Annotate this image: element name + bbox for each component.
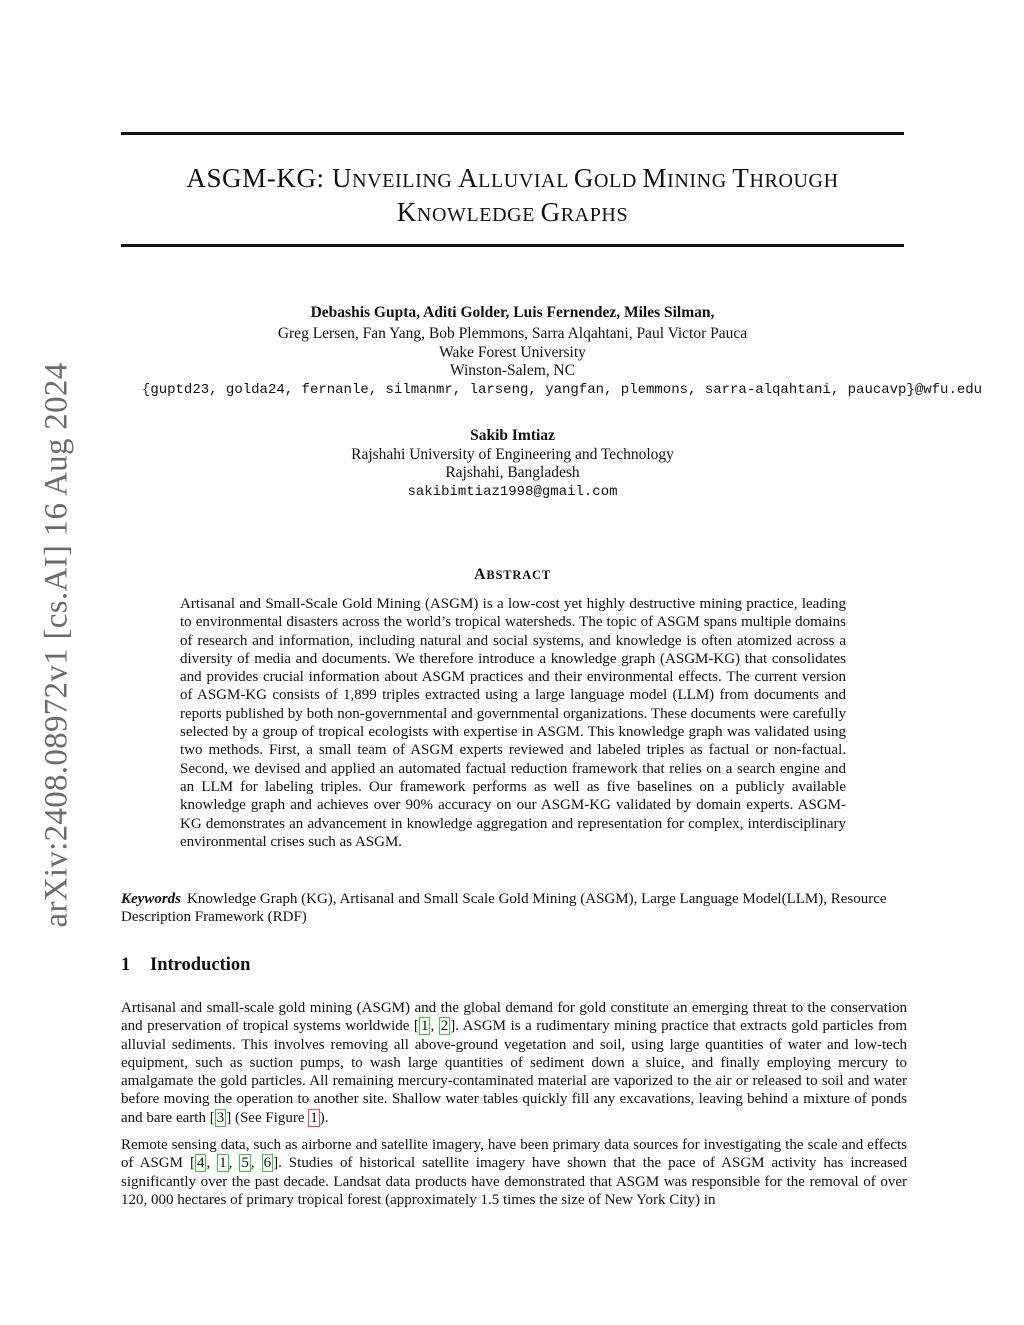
title-part: HROUGH — [749, 170, 839, 192]
author-email-sakib[interactable]: sakibimtiaz1998@gmail.com — [407, 484, 618, 500]
paragraph-text: Remote sensing data, such as airborne and satellite imagery, have been primary data sources for investigating the scale and effects of ASGM [ — [121, 1137, 907, 1172]
section-heading-introduction — [121, 955, 250, 976]
paragraph-text: ]. Studies of historical satellite imagery have shown that the pace of ASGM activity has increased significantly over the past decade. Landsat data products have demonstrated that ASGM was responsible for the removal of over 120, 000 hectares of primary tropical forest (approximately 1.5 times the size of New York City) in — [121, 1155, 907, 1208]
affiliation-ruet: Rajshahi University of Engineering and Technology — [351, 446, 674, 463]
affiliation-wake-forest: Wake Forest University — [439, 344, 586, 361]
arxiv-identifier-stamp: arXiv:2408.08972v1 [cs.AI] 16 Aug 2024 — [38, 362, 75, 928]
paragraph-text: ). — [319, 1109, 329, 1126]
author-sakib-imtiaz: Sakib Imtiaz — [470, 427, 555, 444]
title-part: T — [732, 163, 750, 193]
keywords-label: Keywords — [121, 891, 181, 907]
paragraph-text: Artisanal and small-scale gold mining (ASGM) and the global demand for gold constitute an emerging threat to the conservation and preservation of tropical systems worldwide [ — [121, 1000, 907, 1035]
title-part: K — [396, 197, 417, 227]
citation-link[interactable]: 3 — [216, 1109, 225, 1126]
title-part: A — [458, 163, 479, 193]
citation-link[interactable]: 2 — [440, 1018, 449, 1035]
title-part: G — [540, 197, 561, 227]
paragraph-text: ] (See Figure — [226, 1109, 309, 1126]
keywords-block — [121, 890, 907, 927]
citation-separator: , — [228, 1155, 240, 1172]
author-emails-wfu[interactable]: {guptd23, golda24, fernanle, silmanmr, larseng, yangfan, plemmons, sarra-alqahtani, paucavp}@wfu.edu — [141, 382, 983, 398]
paragraph-text: ]. ASGM is a rudimentary mining practice that extracts gold particles from alluvial sediments. This involves removing all above-ground vegetation and soil, using large quantities of water and low-tech equipment, such as suction pumps, to wash large quantities of sediment down a sluice, and finally employing mercury to amalgamate the gold particles. All remaining mercury-contaminated material are vaporized to the air or released to soil and water before moving the operation to another site. Shallow water tables quickly fill any excavations, leaving behind a mixture of ponds and bare earth [ — [121, 1018, 907, 1126]
citation-link[interactable]: 1 — [219, 1155, 227, 1172]
title-rule-top — [121, 132, 904, 135]
title-part: NOWLEDGE — [416, 204, 541, 226]
abstract-body: Artisanal and Small-Scale Gold Mining (ASGM) is a low-cost yet highly destructive mining practice, leading to environmental disasters across the world’s tropical watersheds. The topic of ASGM spans multiple domains of research and information, including natural and social systems, and knowledge is often atomized across a diversity of media and documents. We therefore introduce a knowledge graph (ASGM-KG) that consolidates and provides crucial information about ASGM practices and their environmental effects. The current version of ASGM-KG consists of 1,899 triples extracted using a large language model (LLM) from documents and reports published by both non-governmental and governmental organizations. These documents were carefully selected by a group of tropical ecologists with expertise in ASGM. This knowledge graph was validated using two methods. First, a small team of ASGM experts reviewed and labeled triples as factual or non-factual. Second, we devised and applied an automated factual reduction framework that relies on a search engine and an LLM for labeling triples. Our framework performs as well as five baselines on a publicly available knowledge graph and achieves over 90% accuracy on our ASGM-KG validated by domain experts. ASGM-KG demonstrates an advancement in knowledge aggregation and representation for complex, interdisciplinary environmental crises such as ASGM. — [180, 596, 846, 850]
citation-separator: , — [430, 1018, 439, 1035]
section-title: Introduction — [150, 955, 251, 975]
keywords-text: Knowledge Graph (KG), Artisanal and Small Scale Gold Mining (ASGM), Large Language Model(LLM), Resource Description Framework (RDF) — [121, 891, 887, 926]
abstract-heading-initial: A — [473, 566, 487, 583]
citation-link[interactable]: 1 — [420, 1018, 429, 1035]
title-part: LLUVIAL — [478, 170, 574, 192]
section-number: 1 — [121, 955, 131, 975]
citation-link[interactable]: 6 — [263, 1155, 272, 1172]
location-rajshahi: Rajshahi, Bangladesh — [445, 464, 580, 481]
other-authors: Greg Lersen, Fan Yang, Bob Plemmons, Sarra Alqahtani, Paul Victor Pauca — [277, 325, 748, 342]
title-part: U — [332, 163, 353, 193]
title-rule-bottom — [121, 244, 904, 247]
title-part: NVEILING — [352, 170, 459, 192]
intro-paragraph-1 — [121, 999, 907, 1127]
title-part: OLD — [593, 170, 643, 192]
abstract-heading-rest: BSTRACT — [486, 568, 551, 582]
abstract-heading — [121, 566, 904, 584]
citation-separator: , — [206, 1155, 218, 1172]
title-part: RAPHS — [560, 204, 629, 226]
figure-reference-link[interactable]: 1 — [310, 1109, 318, 1126]
title-part: M — [642, 163, 668, 193]
citation-link[interactable]: 5 — [241, 1155, 249, 1172]
intro-paragraph-2 — [121, 1136, 907, 1209]
location-winston-salem: Winston-Salem, NC — [449, 362, 576, 379]
title-part: INING — [667, 170, 733, 192]
paper-title-line-2 — [121, 194, 904, 233]
citation-separator: , — [250, 1155, 262, 1172]
title-part: G — [573, 163, 594, 193]
lead-authors: Debashis Gupta, Aditi Golder, Luis Fernendez, Miles Silman, — [310, 304, 715, 321]
citation-link[interactable]: 4 — [196, 1155, 205, 1172]
title-part: ASGM-KG: — [186, 163, 333, 193]
